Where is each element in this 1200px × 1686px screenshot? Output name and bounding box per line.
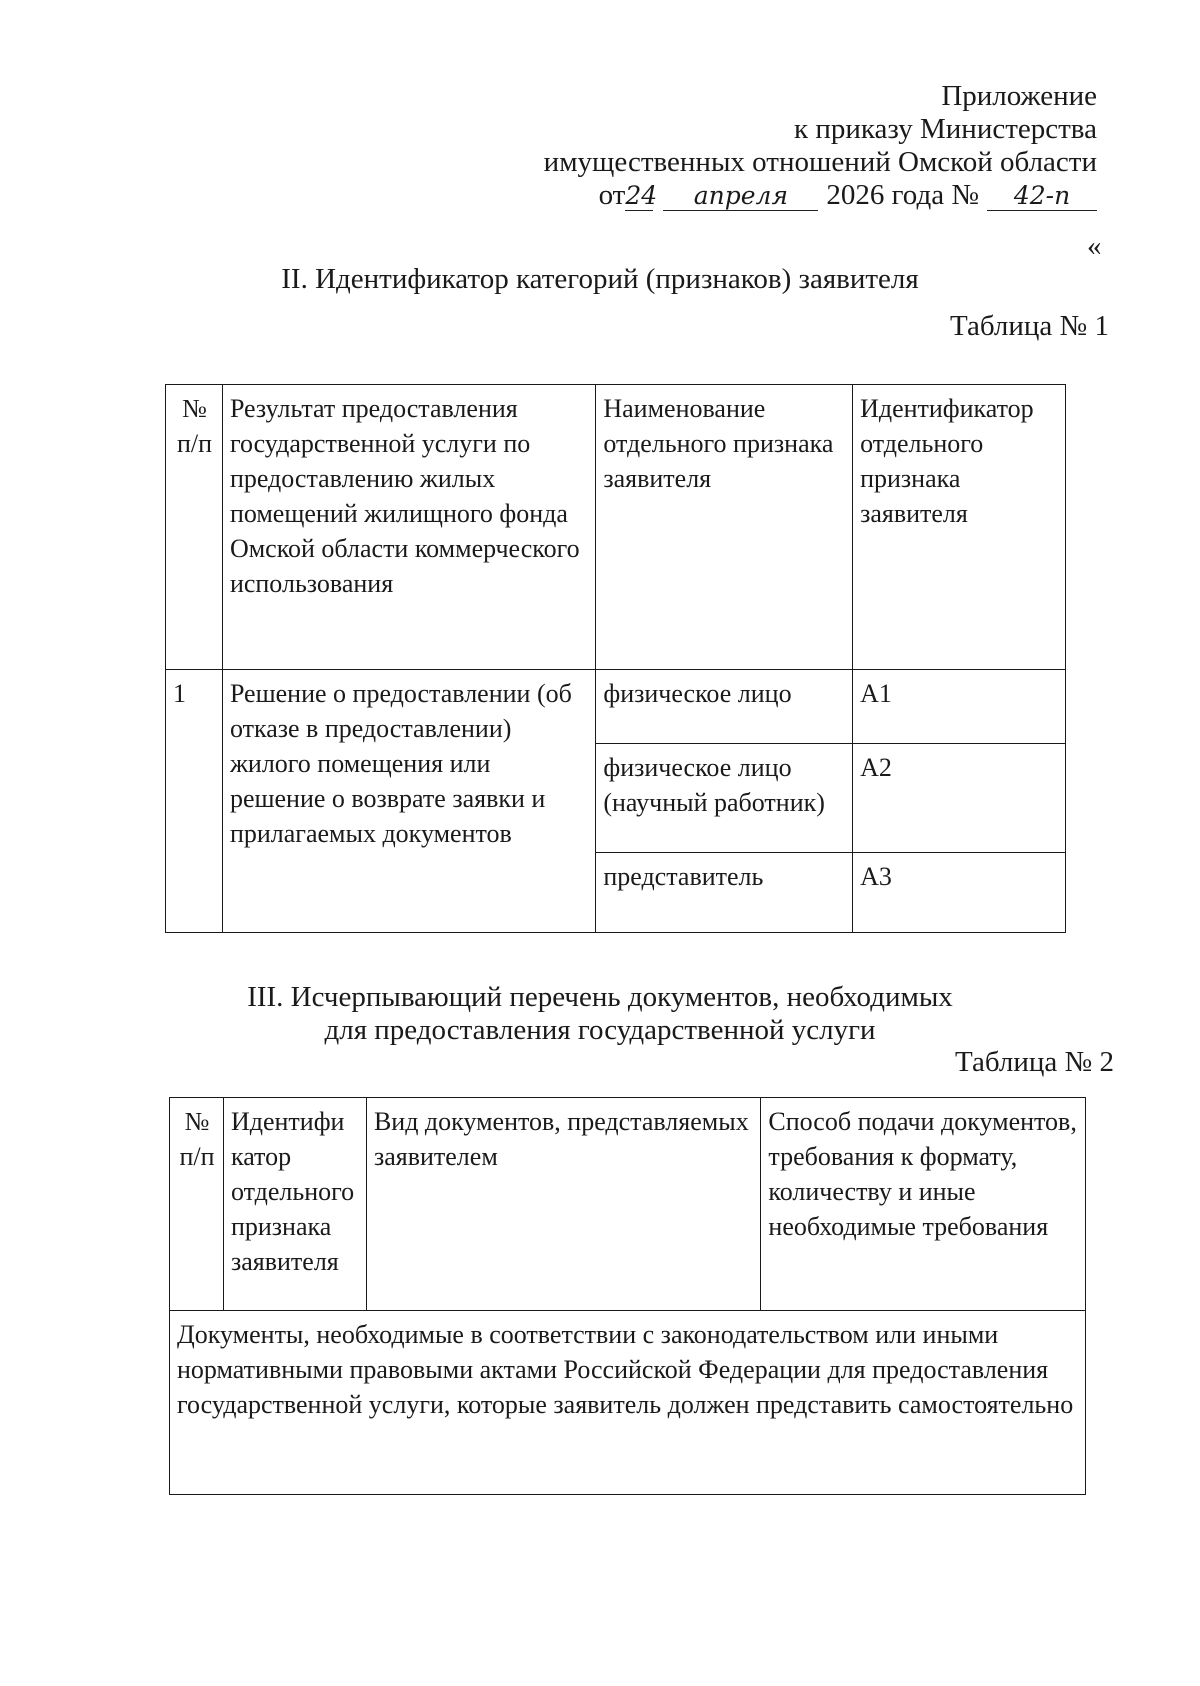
date-prefix: от xyxy=(598,179,626,211)
table-1-label: Таблица № 1 xyxy=(950,310,1109,342)
t2-col-num: № п/п xyxy=(170,1098,224,1311)
t2-col-attribute-id: Идентифи катор отдельного признака заявителя xyxy=(223,1098,366,1311)
t1-col-result: Результат предоставления государственной услуги по предоставлению жилых помещений жилищного фонда Омской области коммерческого использования xyxy=(222,385,595,670)
date-day-handwritten: 24 xyxy=(625,181,658,210)
section-3-title-line-2: для предоставления государственной услуги xyxy=(324,1014,876,1046)
t1-item-name: представитель xyxy=(596,853,853,933)
table-2 xyxy=(169,1097,1086,1495)
t1-col-attribute-name: Наименование отдельного признака заявителя xyxy=(596,385,853,670)
t1-item-id: А2 xyxy=(853,744,1066,853)
section-2-title: II. Идентификатор категорий (признаков) заявителя xyxy=(281,263,919,295)
t1-item-id: А1 xyxy=(853,670,1066,744)
t2-span-row: Документы, необходимые в соответствии с законодательством или иными нормативными правовыми актами Российской Федерации для предоставления государственной услуги, которые заявитель должен представить самостоятельно xyxy=(170,1311,1086,1495)
table-2-label: Таблица № 2 xyxy=(955,1046,1114,1078)
t1-col-num: № п/п xyxy=(166,385,223,670)
date-year: 2026 года № xyxy=(826,179,979,211)
section-3-title-line-1: III. Исчерпывающий перечень документов, необходимых xyxy=(247,981,953,1013)
t1-item-name: физическое лицо xyxy=(596,670,853,744)
t1-item-name: физическое лицо (научный работник) xyxy=(596,744,853,853)
table-1 xyxy=(165,384,1066,933)
t2-col-document-type: Вид документов, представляемых заявителем xyxy=(366,1098,760,1311)
appendix-header xyxy=(544,80,1097,212)
ministry-name: имущественных отношений Омской области xyxy=(543,146,1097,178)
section-3-title xyxy=(0,981,1200,1047)
date-month-handwritten: апреля xyxy=(663,182,818,211)
opening-quote: « xyxy=(1087,230,1102,262)
t1-row-result: Решение о предоставлении (об отказе в предоставлении) жилого помещения или решение о возврате заявки и прилагаемых документов xyxy=(222,670,595,933)
table-1-header-row xyxy=(166,385,1066,670)
table-2-header-row xyxy=(170,1098,1086,1311)
appendix-title: Приложение xyxy=(941,80,1097,112)
t1-item-id: А3 xyxy=(853,853,1066,933)
t2-col-submission-method: Способ подачи документов, требования к формату, количеству и иные необходимые требования xyxy=(761,1098,1086,1311)
order-number-handwritten: 42-п xyxy=(987,182,1097,211)
table-row xyxy=(170,1311,1086,1495)
t1-row-num: 1 xyxy=(166,670,223,933)
table-row xyxy=(166,670,1066,744)
t1-col-attribute-id: Идентификатор отдельного признака заявителя xyxy=(853,385,1066,670)
order-reference: к приказу Министерства xyxy=(794,113,1097,145)
order-date-line xyxy=(544,179,1097,212)
